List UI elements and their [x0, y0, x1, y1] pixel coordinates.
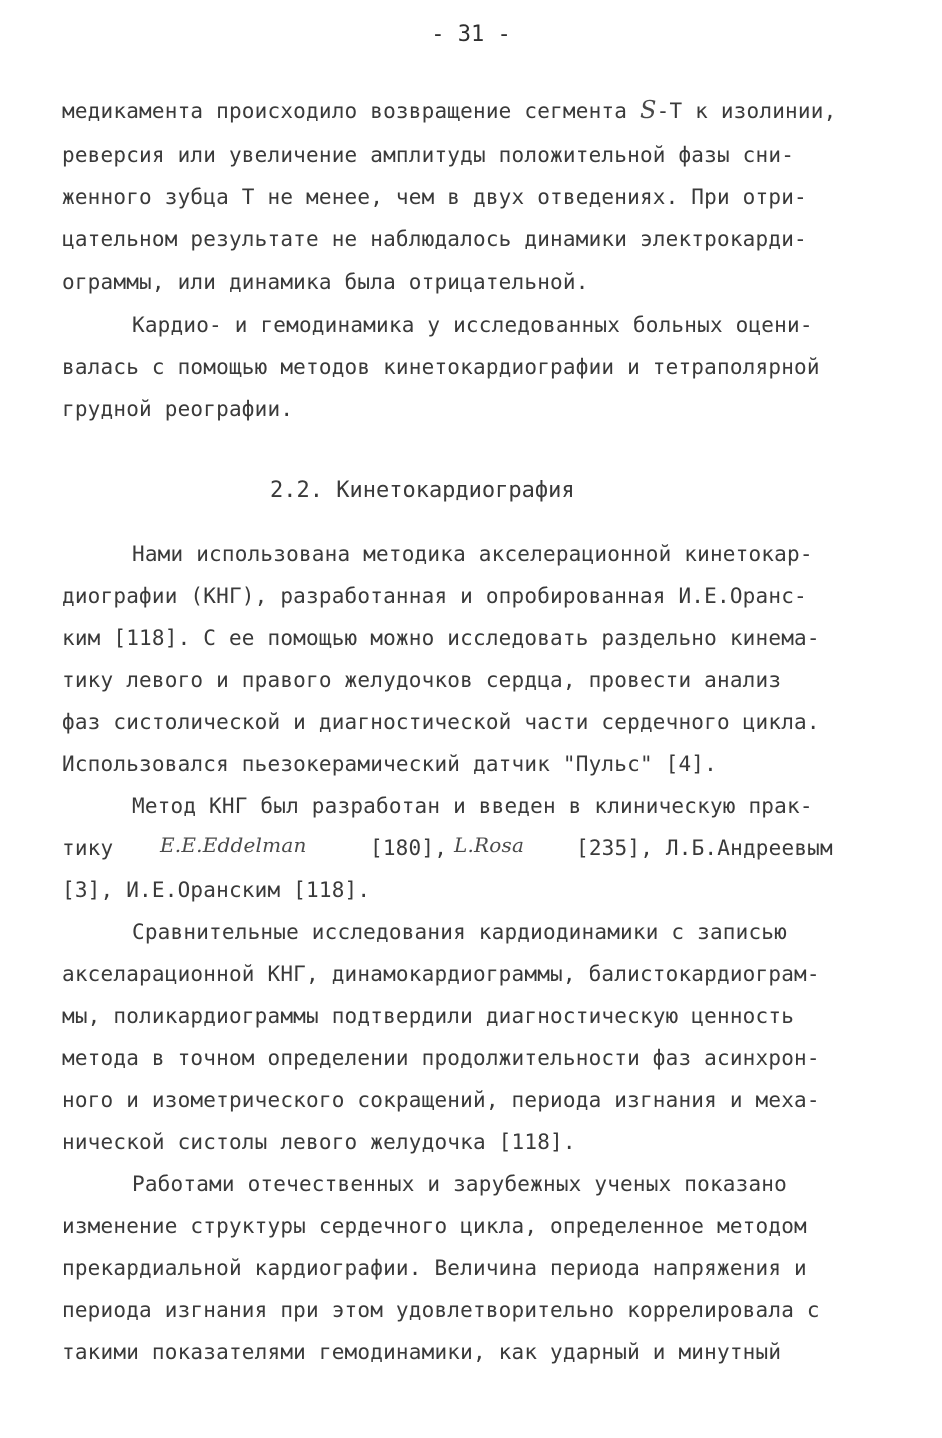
text-line: такими показателями гемодинамики, как ударный и минутный: [62, 1340, 782, 1364]
page-number: - 31 -: [431, 22, 511, 47]
text-line: мы, поликардиограммы подтвердили диагностическую ценность: [62, 1004, 795, 1028]
text-line: фаз систолической и диагностической части сердечного цикла.: [62, 710, 820, 734]
text-line: Сравнительные исследования кардиодинамики с записью: [132, 920, 787, 944]
text-line: диографии (КНГ), разработанная и опробированная И.Е.Оранс-: [62, 584, 807, 608]
text-line: акселарационной КНГ, динамокардиограммы, балистокардиограм-: [62, 962, 820, 986]
text-line: метода в точном определении продолжительности фаз асинхрон-: [62, 1046, 820, 1070]
handwritten-author: L.Rosa: [454, 833, 525, 857]
text-line: грудной реографии.: [62, 397, 294, 421]
text-line: Работами отечественных и зарубежных ученых показано: [132, 1172, 787, 1196]
text-line: ограммы, или динамика была отрицательной.: [62, 270, 589, 294]
text-line: изменение структуры сердечного цикла, определенное методом: [62, 1214, 807, 1238]
text-line: прекардиальной кардиографии. Величина периода напряжения и: [62, 1256, 807, 1280]
text-line: нической систолы левого желудочка [118].: [62, 1130, 576, 1154]
text-line: Кардио- и гемодинамика у исследованных больных оцени-: [132, 313, 813, 337]
text-line: реверсия или увеличение амплитуды положительной фазы сни-: [62, 143, 795, 167]
text-line: периода изгнания при этом удовлетворительно коррелировала с: [62, 1298, 820, 1322]
text-line: Нами использована методика акселерационной кинетокар-: [132, 542, 813, 566]
text-line: цательном результате не наблюдалось динамики электрокарди-: [62, 227, 807, 251]
text-line: тику E.E.Eddelman [180], L.Rosa [235], Л.Б.Андреевым: [62, 833, 833, 860]
text-line: Метод КНГ был разработан и введен в клиническую прак-: [132, 794, 813, 818]
text-line: ного и изометрического сокращений, периода изгнания и меха-: [62, 1088, 820, 1112]
text-line: [3], И.Е.Оранским [118].: [62, 878, 371, 902]
text-line: тику левого и правого желудочков сердца, провести анализ: [62, 668, 782, 692]
section-heading: 2.2. Кинетокардиография: [270, 478, 575, 503]
text-line: женного зубца Т не менее, чем в двух отведениях. При отри-: [62, 185, 807, 209]
text-line: валась с помощью методов кинетокардиографии и тетраполярной: [62, 355, 820, 379]
text-line: ким [118]. С ее помощью можно исследовать раздельно кинема-: [62, 626, 820, 650]
text-line: Использовался пьезокерамический датчик "Пульс" [4].: [62, 752, 717, 776]
text-line: медикамента происходило возвращение сегмента S-Т к изолинии,: [62, 96, 837, 124]
handwritten-author: E.E.Eddelman: [160, 833, 307, 857]
